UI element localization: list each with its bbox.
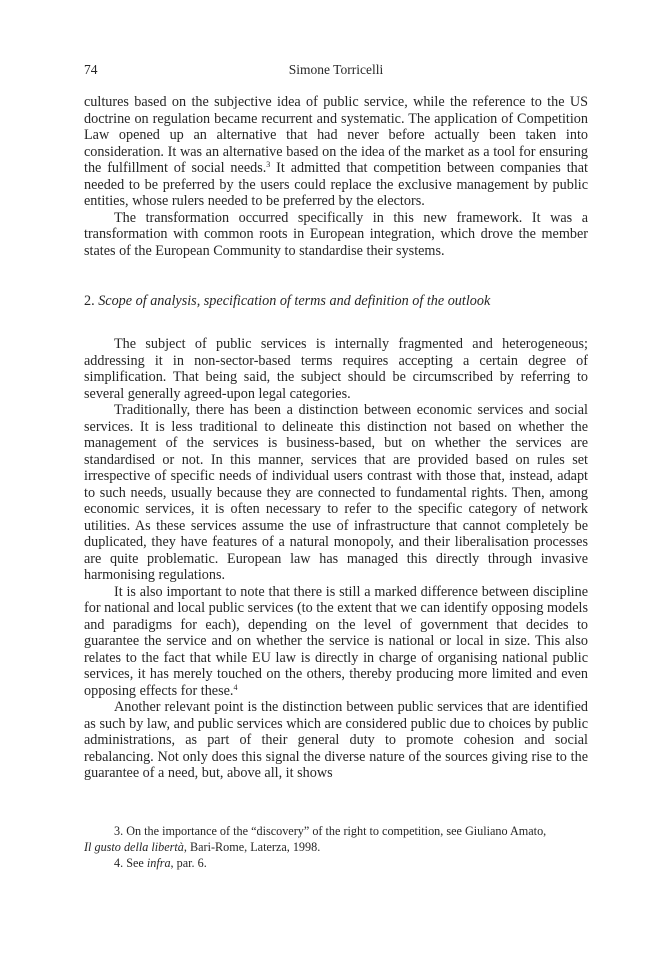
paragraph: [84, 584, 588, 700]
footnote-text: , Bari-Rome, Laterza, 1998.: [183, 840, 321, 854]
paragraph: Another relevant point is the distinction between public services that are identified as such by law, and public services which are considered public due to choices by public administrations, as part of their general duty to promote cohesion and social rebalancing. Not only does this signal the diverse nature of the sources giving rise to the guarantee of a need, but, above all, it shows: [84, 699, 588, 781]
footnote-text: , par. 6.: [170, 856, 207, 870]
paragraph: The transformation occurred specifically in this new framework. It was a transformation with common roots in European integration, which drove the member states of the European Community to standardise their systems.: [84, 209, 588, 259]
section-title: Scope of analysis, specification of terms and definition of the outlook: [98, 293, 491, 309]
footnote-3: [84, 823, 588, 855]
footnote-book-title: Il gusto della libertà: [84, 840, 184, 854]
main-text: [84, 94, 588, 782]
paragraph: The subject of public services is internally fragmented and heterogeneous; addressing it in non-sector-based terms requires accepting a certain degree of simplification. That being said, the subject should be circumscribed by referring to several generally agreed-upon legal categories.: [84, 336, 588, 402]
footnote-ref: 4: [233, 682, 238, 692]
footnotes: [84, 823, 588, 871]
page-number: 74: [84, 62, 98, 77]
footnote-ref: 3: [266, 160, 271, 169]
page-header: [84, 60, 588, 80]
footnote-italic: infra: [146, 856, 171, 870]
section-heading: [84, 293, 588, 310]
paragraph: Traditionally, there has been a distinction between economic services and social services. It is less traditional to delineate this distinction not based on whether the management of the services is business-based, but on whether the services are standardised or not. In this manner, services that are provided based on rules set irrespective of specific needs of individual users contrast with those that, instead, adapt to such needs, usually because they are connected to fundamental rights. Then, among economic services, it is often necessary to refer to the specific category of network utilities. As these services assume the use of infrastructure that cannot completely be duplicated, they have features of a natural monopoly, and their liberalisation processes are quite problematic. European law has managed this directly through invasive harmonising regulations.: [84, 402, 588, 583]
paragraph-text: It admitted that competition between companies that needed to be preferred by the users could replace the exclusive management by public entities, whose rulers needed to be preferred by the electors.: [84, 160, 588, 209]
footnote-text: 4. See: [114, 856, 147, 870]
section-number: 2.: [84, 293, 95, 309]
running-head: Simone Torricelli: [288, 62, 384, 77]
paragraph-text: cultures based on the subjective idea of public service, while the reference to the US doctrine on regulation became recurrent and systematic. The application of Competition Law opened up an alternative that had never before actually been taken into consideration. It was an alternative based on the idea of the market as a tool for ensuring the fulfillment of social needs.: [84, 94, 588, 176]
paragraph-text: It is also important to note that there is still a marked difference between discipline for national and local public services (to the extent that we can identify opposing models and paradigms for each), depending on the level of government that decides to guarantee the service and on whether the service is national or local in size. This also relates to the fact that while EU law is directly in charge of organising national public services, it has merely touched on the others, thereby producing more limited and even opposing effects for these.: [84, 583, 588, 699]
footnote-4: [84, 855, 588, 871]
paragraph: [84, 94, 588, 210]
footnote-text: 3. On the importance of the “discovery” of the right to competition, see Giuliano Amato,: [114, 824, 547, 838]
